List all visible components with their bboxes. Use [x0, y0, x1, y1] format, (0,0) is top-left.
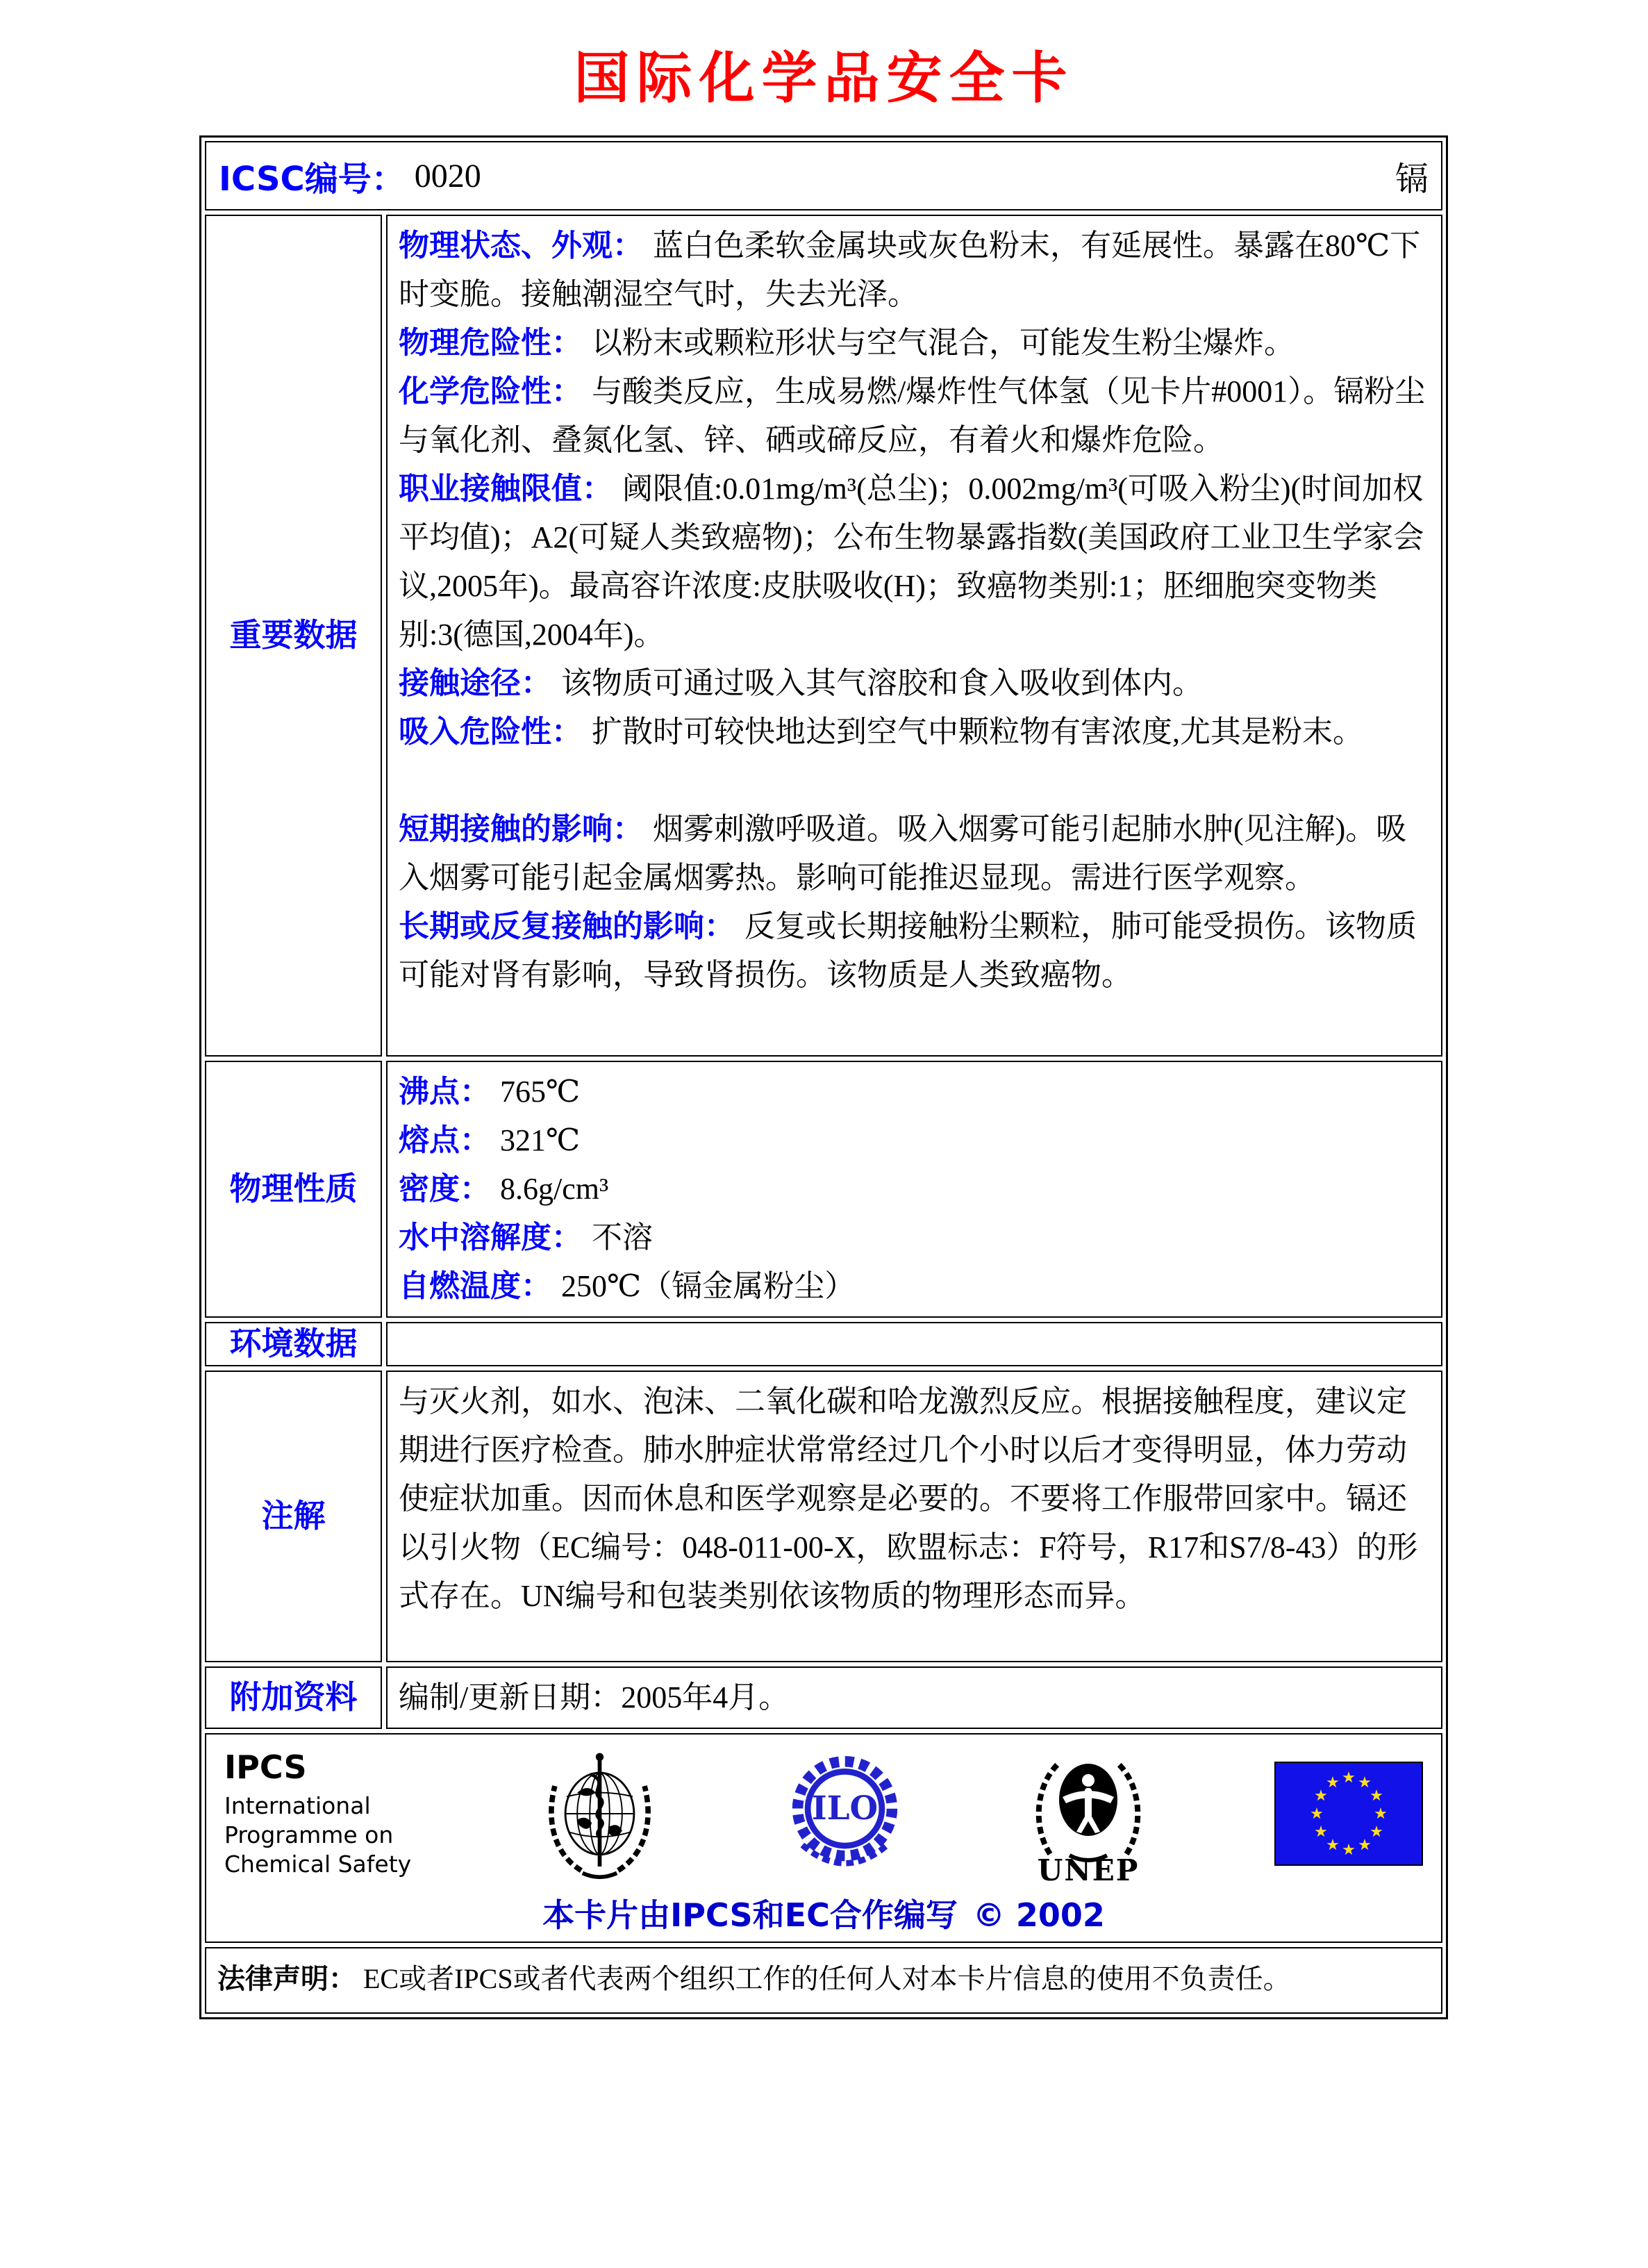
copyright-text: © 2002 — [972, 1896, 1105, 1934]
paragraph-text: 蓝白色柔软金属块或灰色粉末，有延展性。暴露在80℃下时变脆。接触潮湿空气时，失去光泽。 — [399, 229, 1421, 311]
header-row — [205, 141, 1442, 210]
paragraph-long-term-effects — [399, 902, 1430, 1000]
ilo-logo-icon — [788, 1749, 902, 1878]
property-label: 水中溶解度： — [399, 1220, 582, 1255]
ipcs-line: International — [224, 1791, 371, 1819]
paragraph-spacer — [399, 756, 1430, 805]
property-value: 765℃ — [500, 1075, 581, 1109]
paragraph-physical-danger — [399, 319, 1430, 367]
property-water-solubility — [399, 1214, 1430, 1262]
property-melting-point — [399, 1116, 1430, 1165]
paragraph-chemical-danger — [399, 367, 1430, 465]
notes-row-label: 注解 — [205, 1371, 382, 1662]
physical-properties-content — [386, 1061, 1442, 1318]
important-data-content — [386, 215, 1442, 1057]
environmental-data-content — [386, 1322, 1442, 1366]
paragraph-text: 烟雾刺激呼吸道。吸入烟雾可能引起肺水肿(见注解)。吸入烟雾可能引起金属烟雾热。影响可能推迟显现。需进行医学观察。 — [399, 812, 1407, 895]
notes-row — [205, 1371, 1442, 1662]
legal-notice-row — [205, 1947, 1442, 2014]
additional-info-content: 编制/更新日期：2005年4月。 — [386, 1666, 1442, 1729]
notes-content: 与灭火剂，如水、泡沫、二氧化碳和哈龙激烈反应。根据接触程度，建议定期进行医疗检查。肺水肿症状常常经过几个小时以后才变得明显，体力劳动使症状加重。因而休息和医学观察是必要的。不要将工作服带回家中。镉还以引火物（EC编号：048-011-00-X，欧盟标志：F符号，R17和S7/8-43）的形式存在。UN编号和包装类别依该物质的物理形态而异。 — [386, 1371, 1442, 1662]
environmental-data-row — [205, 1322, 1442, 1366]
paragraph-label: 吸入危险性： — [399, 714, 582, 750]
property-label: 自燃温度： — [399, 1268, 551, 1304]
chemical-name: 镉 — [1395, 160, 1429, 198]
paragraph-inhalation-risk — [399, 708, 1430, 756]
ipcs-text-block — [224, 1748, 412, 1879]
paragraph-text: 扩散时可较快地达到空气中颗粒物有害浓度,尤其是粉末。 — [592, 715, 1363, 749]
additional-info-row — [205, 1666, 1442, 1729]
ilo-logo-text: ILO — [811, 1789, 879, 1828]
paragraph-text: 以粉末或颗粒形状与空气混合，可能发生粉尘爆炸。 — [592, 326, 1295, 360]
property-value: 不溶 — [592, 1220, 653, 1255]
paragraph-occupational-limits — [399, 465, 1430, 659]
page-title: 国际化学品安全卡 — [574, 45, 1074, 110]
property-label: 熔点： — [399, 1123, 490, 1158]
safety-card-table — [199, 135, 1448, 2019]
paragraph-label: 化学危险性： — [399, 374, 582, 409]
paragraph-short-term-effects — [399, 805, 1430, 902]
logos-row — [205, 1733, 1442, 1943]
property-label: 沸点： — [399, 1074, 490, 1109]
paragraph-text: 该物质可通过吸入其气溶胶和食入吸收到体内。 — [561, 666, 1203, 700]
property-value: 250℃（镉金属粉尘） — [561, 1269, 856, 1303]
property-density — [399, 1165, 1430, 1214]
paragraph-exposure-routes — [399, 659, 1430, 708]
icsc-number-label: ICSC编号： — [219, 159, 405, 199]
unep-logo-text: UNEP — [1037, 1853, 1140, 1883]
eu-flag-icon — [1274, 1762, 1423, 1866]
paragraph-text: 阈限值:0.01mg/m³(总尘)；0.002mg/m³(可吸入粉尘)(时间加权平均值)；A2(可疑人类致癌物)；公布生物暴露指数(美国政府工业卫生学家会议,2005年)。最高容许浓度:皮肤吸收(H)；致癌物类别:1；胚细胞突变物类别:3(德国,2004年)。 — [399, 472, 1424, 652]
property-value: 8.6g/cm³ — [500, 1172, 609, 1206]
paragraph-label: 接触途径： — [399, 665, 551, 701]
paragraph-text: 反复或长期接触粉尘颗粒，肺可能受损伤。该物质可能对肾有影响，导致肾损伤。该物质是人类致癌物。 — [399, 909, 1417, 992]
ipcs-acronym: IPCS — [224, 1748, 307, 1786]
physical-properties-row — [205, 1061, 1442, 1318]
paragraph-label: 物理状态、外观： — [399, 228, 643, 263]
paragraph-label: 短期接触的影响： — [399, 811, 643, 847]
physical-properties-row-label: 物理性质 — [205, 1061, 382, 1318]
header-cell — [205, 141, 1442, 210]
ipcs-line: Chemical Safety — [224, 1850, 412, 1878]
icsc-number-value: 0020 — [414, 157, 481, 194]
ipcs-line: Programme on — [224, 1821, 394, 1848]
additional-info-row-label: 附加资料 — [205, 1666, 382, 1729]
legal-notice-content — [205, 1947, 1442, 2014]
who-logo-icon — [539, 1748, 660, 1880]
footer-caption — [224, 1890, 1423, 1936]
paragraph-label: 职业接触限值： — [399, 471, 613, 506]
paragraph-label: 物理危险性： — [399, 325, 582, 361]
icsc-number-group — [219, 152, 481, 200]
legal-notice-text: EC或者IPCS或者代表两个组织工作的任何人对本卡片信息的使用不负责任。 — [363, 1962, 1291, 1994]
environmental-data-row-label: 环境数据 — [205, 1322, 382, 1366]
property-label: 密度： — [399, 1171, 490, 1207]
caption-text: 本卡片由IPCS和EC合作编写 — [542, 1896, 958, 1934]
important-data-row-label: 重要数据 — [205, 215, 382, 1057]
paragraph-physical-state — [399, 222, 1430, 319]
legal-notice-label: 法律声明： — [217, 1962, 356, 1995]
unep-logo-icon — [1029, 1744, 1147, 1883]
logos-content — [205, 1733, 1442, 1943]
property-boiling-point — [399, 1068, 1430, 1116]
property-autoignition-temperature — [399, 1262, 1430, 1311]
property-value: 321℃ — [500, 1123, 581, 1157]
paragraph-text: 与酸类反应，生成易燃/爆炸性气体氢（见卡片#0001）。镉粉尘与氧化剂、叠氮化氢、锌、硒或碲反应，有着火和爆炸危险。 — [399, 374, 1426, 457]
important-data-row — [205, 215, 1442, 1057]
paragraph-label: 长期或反复接触的影响： — [399, 909, 735, 944]
logos-strip — [224, 1744, 1423, 1883]
